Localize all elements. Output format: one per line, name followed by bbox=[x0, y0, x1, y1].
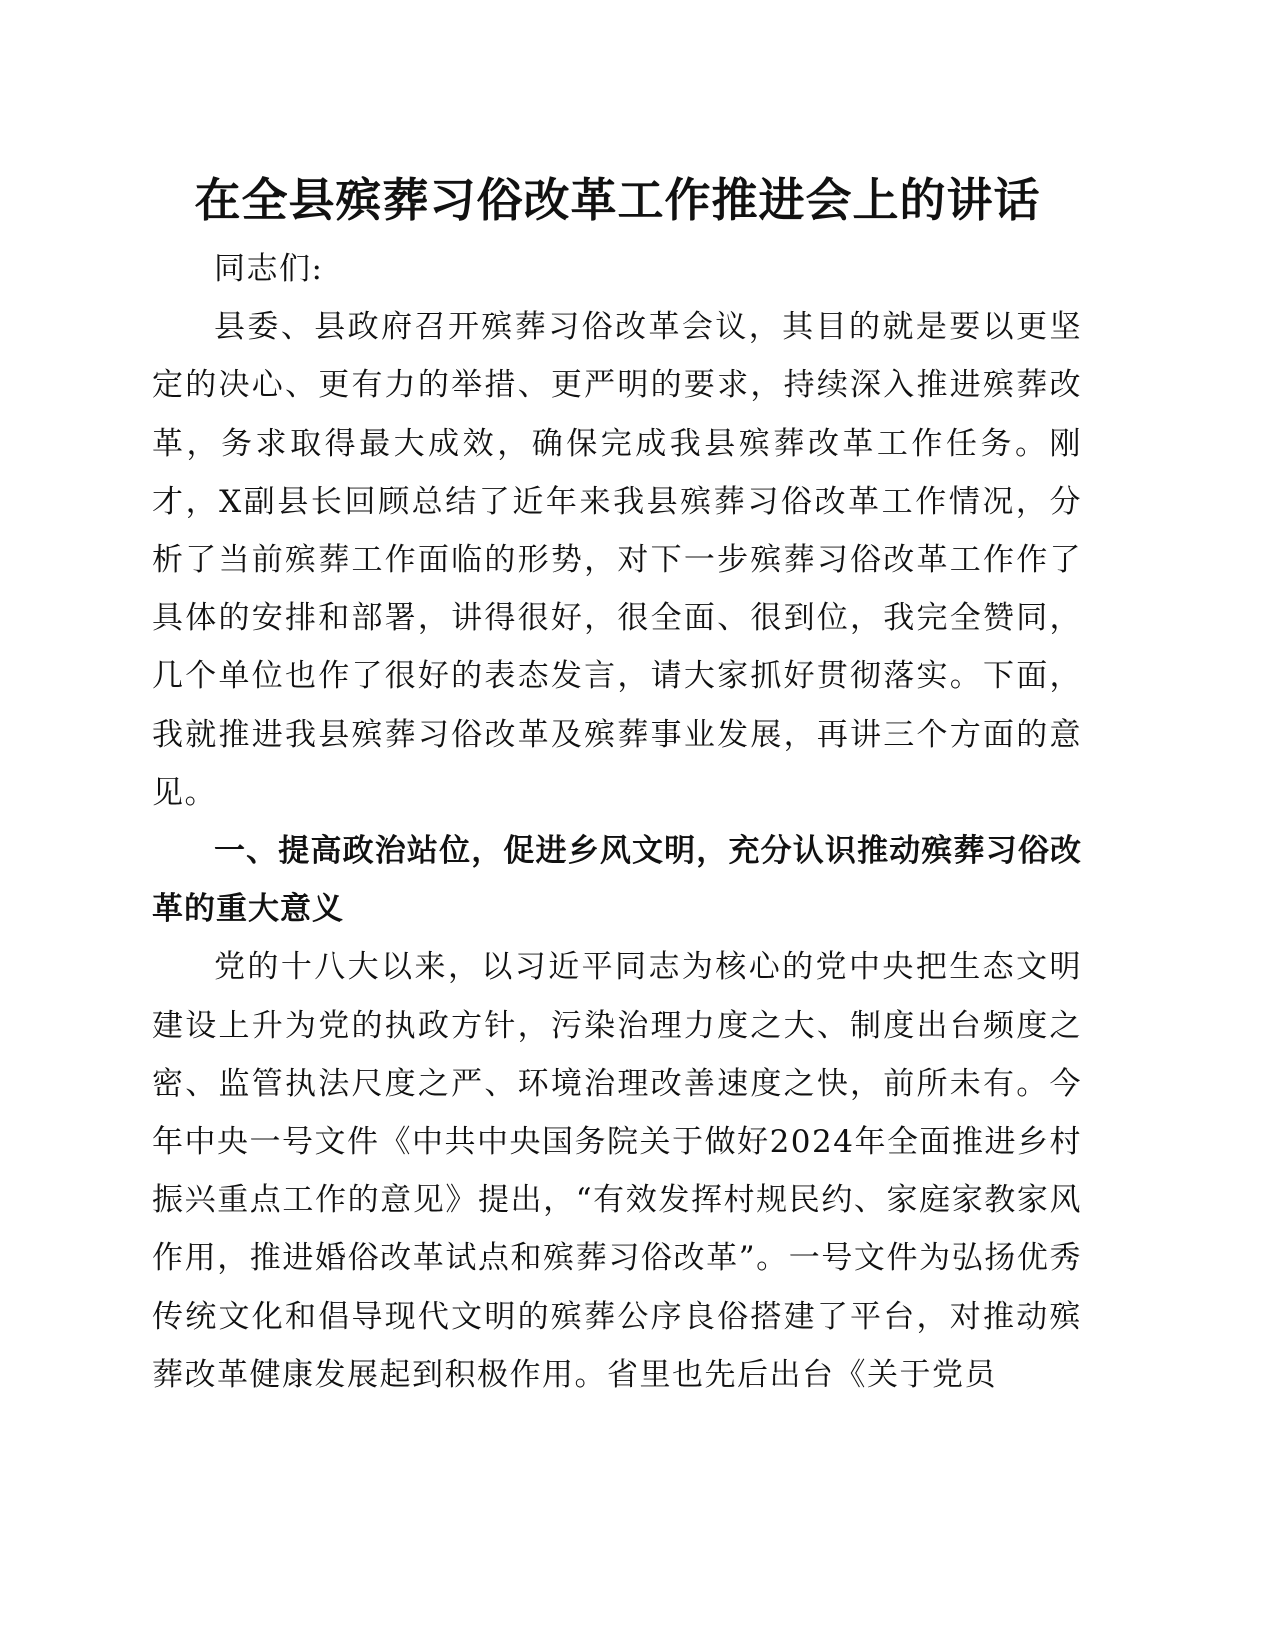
document-title: 在全县殡葬习俗改革工作推进会上的讲话 bbox=[194, 173, 1041, 227]
document-body bbox=[152, 240, 1082, 1404]
section-heading-1: 一、提高政治站位，促进乡风文明，充分认识推动殡葬习俗改革的重大意义 bbox=[152, 833, 1082, 928]
salutation: 同志们: bbox=[214, 251, 324, 287]
intro-paragraph: 县委、县政府召开殡葬习俗改革会议，其目的就是要以更坚定的决心、更有力的举措、更严明的要求，持续深入推进殡葬改革，务求取得最大成效，确保完成我县殡葬改革工作任务。刚才，X副县长回顾总结了近年来我县殡葬习俗改革工作情况，分析了当前殡葬工作面临的形势，对下一步殡葬习俗改革工作作了具体的安排和部署，讲得很好，很全面、很到位，我完全赞同，几个单位也作了很好的表态发言，请大家抓好贯彻落实。下面，我就推进我县殡葬习俗改革及殡葬事业发展，再讲三个方面的意见。 bbox=[152, 309, 1082, 811]
section-1-paragraph: 党的十八大以来，以习近平同志为核心的党中央把生态文明建设上升为党的执政方针，污染治理力度之大、制度出台频度之密、监管执法尺度之严、环境治理改善速度之快，前所未有。今年中央一号文件《中共中央国务院关于做好2024年全面推进乡村振兴重点工作的意见》提出，“有效发挥村规民约、家庭家教家风作用，推进婚俗改革试点和殡葬习俗改革”。一号文件为弘扬优秀传统文化和倡导现代文明的殡葬公序良俗搭建了平台，对推动殡葬改革健康发展起到积极作用。省里也先后出台《关于党员 bbox=[152, 949, 1082, 1393]
